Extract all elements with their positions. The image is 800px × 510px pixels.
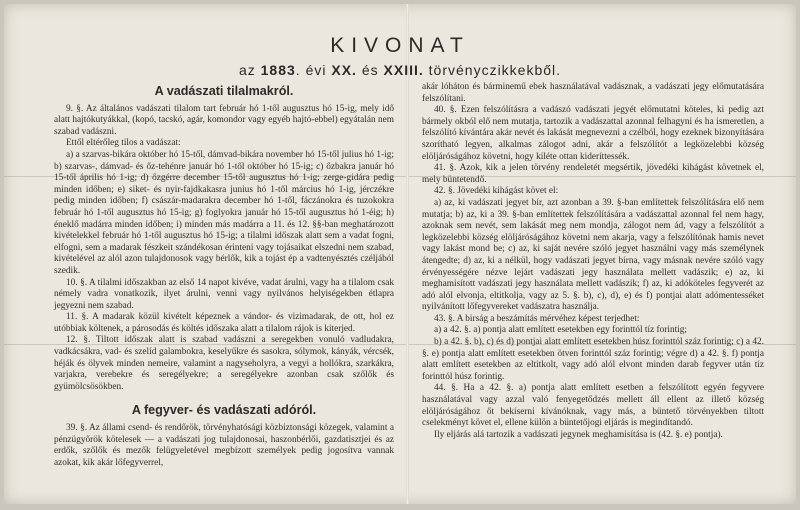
subtitle-year: 1883 [260,62,296,78]
subtitle-law2: XXIII. [383,62,424,78]
subtitle-pre: az [238,62,261,78]
paragraph-9-list: a) a szarvas-bikára október hó 15-től, dámvad-bikára november hó 15-től julius hó 1-ig; b) szarvas-, dámvad- és őz-tehénre január hó 1-től október hó 15-ig; c) őzbakra január hó 15-től április hó 1-ig; d) őzgérre december 15-től augusztus hó 1-ig; zerge-gidára pedig minden időben; e) siket- és nyir-fajdkakasra junius hó 1-től március hó 1-ig, jérczékre pedig minden időben; f) császár-madarakra december hó 1-től, fáczánokra és tuzokokra február hó 1-től augusztus hó 15-ig; g) foglyokra január hó 15-től augusztus hó 1-éig; h) éneklő madárra minden időben; i) minden más madárra a 11. és 12. §§-ban meghatározott kivételekkel február hó 1-től augusztus hó 15-ig; a tilalmi időszak alatt sem a vadat fogni, elfogni, sem a madarak fészkeit szándékosan érinteni vagy tojásaikat elszedni nem szabad, kivételével az alól azon tulajdonosok vagy bérlők, kik a tojást ép a vadtenyésztés czéljából szedik. [54,149,394,276]
fine-item-a: a) a 42. §. a) pontja alatt említett esetekben egy forinttól tíz forintig; [434,325,687,336]
center-fold [406,4,409,504]
paragraph-42-list: a) az, ki vadászati jegyet bír, azt azonban a 39. §-ban említettek felszólítására elő nem mutatja; b) az, ki a 39. §-ban említettek felszólítására a vadászattal azonnal fel nem hagy, azoknak sem nevét, sem lakását meg nem mondja, zálogot nem ád, vagy a felszólítót a legközelebbi község elöljáróságához követni nem akarja, vagy a felszólítónak hamis nevet vagy lakást mond be; c) az, ki saját nevére szóló jegyet használni vagy más személynek átengedte; d) az, ki a nélkül, hogy vadászati jegyet bírna, vagy másnak nevére szóló vagy érvényességére nézve lejárt vadászati jegy használata mellett vadászik; e) az, ki meghamisított vadászati jegy használata mellett vadászik; f) az, ki adóköteles fegyverét az adó alól elvonja, eltitkolja, vagy az 5. §. b), c), d), e) és f) pontjai alatt adómentesséket nyilvánított lőfegyvereket vadászatra használja. [422,197,764,313]
left-column [54,82,394,469]
section-title-gun-tax: A fegyver- és vadászati adóról. [131,403,317,418]
paragraph-9: 9. §. Az általános vadászati tilalom tart február hó 1-től augusztus hó 15-ig, mely idő alatt hajtókutyákkal, (kopó, tacskó, agár, komondor vagy egyéb hajtó-ebbel) egyátalán nem szabad vadászni. [54,103,394,137]
paragraph-39-continued: akár lóháton és bárminemű ebek használatával vadásznak, a vadászati jegy előmutatására felszólítani. [422,82,764,104]
paragraph-12: 12. §. Tiltott időszak alatt is szabad vadászni a seregekben vonuló vadludakra, vadkácsákra, vad- és szelíd galambokra, keselyűkre és sasokra, sólymok, kányák, vércsék, héják és ölyvek minden nemeire, valamint a nagyseholyra, a vegyi a hollókra, szarkákra, varjakra, verebekre és seregélyekre; a seregélyekre azonban csak szőlők és gyümölcsösökben. [54,335,394,392]
paragraph-40: 40. §. Ezen felszólításra a vadászó vadászati jegyét előmutatni köteles, ki pedig azt bármely okból elő nem mutatja, tartozik a vadászattal azonnal felhagyni és ha ismeretlen, a felszólító kívántára akár nevét és lakását megnevezni a czélból, hogy ezeknek bizonyítására szorítható legyen, alkalmas zálogot adni, akár a felszólítót a legközelebbi község elöljáróságához követni, hogy kiléte ottan kideríttessék. [422,105,764,162]
subtitle-post: törvényczikkekből. [423,62,562,78]
right-column [422,82,764,441]
subtitle-law1: XX. [331,62,357,78]
paragraph-39: 39. §. Az állami csend- és rendőrök, törvényhatósági közbiztonsági közegek, valamint a pénzügyőrök kötelesek — a vadászati jog tulajdonosai, haszonbérlői, gazdatisztjei és az erdők, szőlők és mezők felügyeletével megbízott személyek pedig jogosítva vannak azokat, kik akár lőfegyverrel, [54,423,394,468]
fine-item-b: b) a 42. §. b), c) és d) pontjai alatt említett esetekben húsz forinttól száz forintig; c) a 42. §. e) pontja alatt említett esetekben ötven forinttól száz forintig; végre d) a 42. §. f) pontja alatt említett esetekben az eltitkolt, vagy adó alól elvont minden darab fegyver után tíz forinttól húsz forintig. [422,337,764,382]
paragraph-42: 42. §. Jövedéki kihágást követ el: [434,186,559,197]
paragraph-9-intro: Ettől eltérőleg tilos a vadászat: [66,138,181,149]
section-title-hunting-bans: A vadászati tilalmakról. [154,84,294,98]
paragraph-44: 44. §. Ha a 42. §. a) pontja alatt említett esetben a felszólított egyén fegyvere használatával vagy azzal való fenyegetődzés mellett áll ellent az illető község elöljáróságához őt bekíserni kívánóknak, vagy más, a büntető törvényekben tiltott cselekményt követ el, ellene külön a büntetőjogi eljárás is megindítandó. [422,383,764,429]
paragraph-11: 11. §. A madarak közül kivételt képeznek a vándor- és vizimadarak, de ott, hol ez utóbbiak költenek, a párosodás és költés időszaka alatt a tilalom rájok is kiterjed. [54,312,394,334]
document-sheet [4,4,796,504]
subtitle-and: és [356,62,384,78]
paragraph-43: 43. §. A birság a beszámítás mérvéhez képest terjedhet: [434,313,640,324]
document-subtitle [4,62,796,78]
paragraph-10: 10. §. A tilalmi időszakban az első 14 napot kivéve, vadat árulni, vagy ha a tilalom csak némely vadra vonatkozik, ilyet árulni, venni vagy nyilvános helyiségekben étlapra jegyezni nem szabad. [54,277,394,311]
paragraph-41: 41. §. Azok, kik a jelen törvény rendeletét megsértik, jövedéki kihágást követnek el, mely büntetendő. [422,163,764,185]
subtitle-mid: . évi [295,62,332,78]
paragraph-45: Ily eljárás alá tartozik a vadászati jegynek meghamisítása is (42. §. e) pontja). [434,429,723,440]
document-title: KIVONAT [330,34,470,57]
